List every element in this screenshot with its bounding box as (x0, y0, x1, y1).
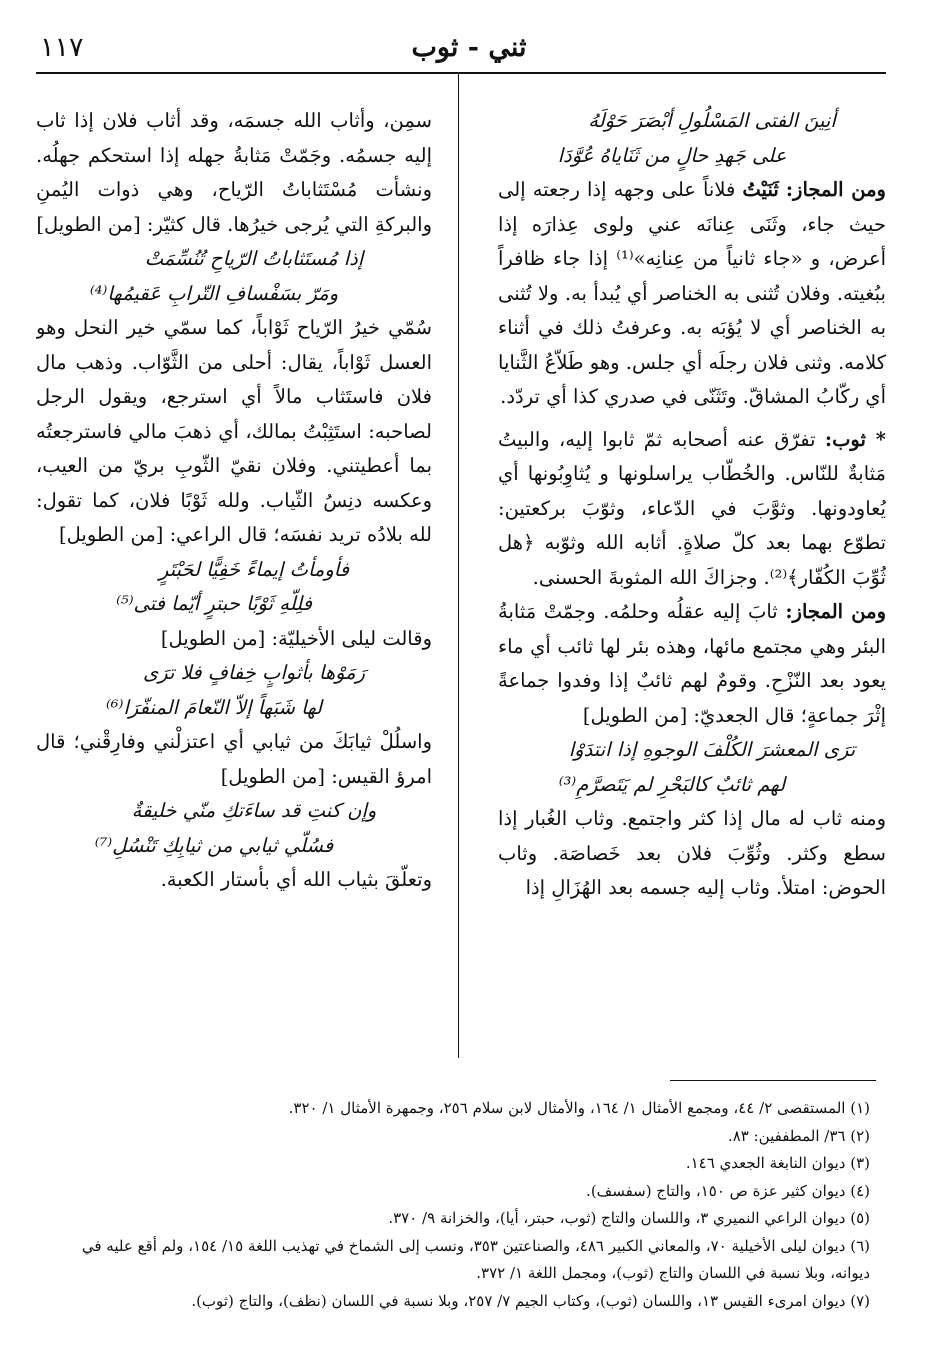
headword: ثَنَيْتُ (742, 178, 779, 201)
paragraph-text: سمِن، وأثاب الله جسمَه، وقد أثاب فلان إذا ثاب إليه جسمُه. وجَمّتْ مَثابةُ جهله إذا استحكم جهلُه. ونشأت مُسْتَثاباتُ الرّياح، وهي ذوات اليُمنِ والبركةِ التي يُرجى خيرُها. قال كثيّر: [من الطويل] (36, 109, 432, 236)
verse-line: لها شَبَهاً إلاّ النّعامَ المنفّرَا⁽⁶⁾ (106, 695, 322, 719)
footnote: (٢) ٣٦/ المطففين: ٨٣. (727, 1126, 870, 1145)
footnote: (١) المستقصى ٢/ ٤٤، ومجمع الأمثال ١/ ١٦٤، والأمثال لابن سلام ٢٥٦، وجمهرة الأمثال ١/ ٣٢٠. (288, 1099, 870, 1117)
column-divider (458, 72, 459, 1058)
verse-line: فسُلّي ثيابي من ثيابِكِ تَنْسُلِ⁽⁷⁾ (94, 833, 334, 857)
paragraph (498, 423, 886, 596)
footnote-rule (670, 1080, 876, 1081)
verse-line: ومَرّ بسَفْسافِ التّرابِ عَقيمُها⁽⁴⁾ (89, 281, 339, 305)
paragraph-text: وقالت ليلى الأخيليّة: [من الطويل] (160, 626, 432, 650)
left-column (36, 104, 432, 1054)
paragraph-text: سُمّي خيرُ الرّياح ثَوْاباً، كما سمّي خير النحل وهو العسل ثَوْاباً، يقال: أحلى من الثَّوّاب. وذهب مال فلان فاستَثاب مالاً أي استرجع، ويقول الرجل لصاحبه: استَثِبْتُ بمالك، أي ذهبَ مالي فاسترجعتُه بما أعطيتني. وفلان نقيّ الثّوبِ بريّ من العيب، وعكسه دنِسُ الثّياب. ولله ثَوْبًا فلان، كما تقول: لله بلادُه تريد نفسَه؛ قال الراعي: [من الطويل] (36, 316, 432, 546)
footnote: (٣) ديوان النابغة الجعدي ١٤٦. (685, 1154, 870, 1172)
paragraph-text: ثابَ إليه عقلُه وحلمُه. وجمّتْ مَثابةُ البئر وهي مجتمع مائها، وهذه بئر لها ثائب أي ماء يعود بعد النّزْحِ. وقومٌ لهم ثائبٌ إذا وفدوا جماعةً إثْرَ جماعةٍ؛ قال الجعديّ: [من الطويل] (498, 600, 886, 727)
verse-line: فلِلّهِ ثَوْبًا حبترٍ أيّما فتى⁽⁵⁾ (116, 592, 312, 615)
paragraph-text: وتعلّقَ بثياب الله أي بأستار الكعبة. (160, 868, 432, 891)
paragraph-text: فلاناً على وجهه إذا رجعته إلى حيث جاء، وثَنَى عِنانَه عني ولوى عِذارَه إذا أعرض، و «جاء ثانياً من عِنانِه»⁽¹⁾ إذا جاء ظافراً ببُغيته. وفلان تُثنى به الخناصر أي يُبدأ به. ولا تُثنى به الخناصر أي لا يُؤبَه به. وعرفتُ ذلك في أثناء كلامه. وثنى فلان رجلَه أي جلس. وهو طَلاّعُ الثَّنايا أي ركّابُ المشاقّ. وتَثَنّى في صدري كذا أي تردّد. (498, 178, 886, 408)
entry-headword: * ثوب: (824, 427, 886, 451)
verse-line: لهم ثائبٌ كالبَحْرِ لم يَتَصرَّمِ⁽³⁾ (558, 772, 786, 796)
verse-line: إذا مُستَثاباتُ الرّياحِ تُنُسِّمَتْ (144, 247, 364, 270)
page-number: ١١٧ (40, 32, 84, 63)
footnote: (٤) ديوان كثير عزة ص ١٥٠، والتاج (سفسف). (586, 1181, 870, 1200)
section-lead: ومن المجاز: (785, 178, 886, 201)
footnotes (40, 1095, 870, 1315)
paragraph-text: ومنه ثاب له مال إذا كثر واجتمع. وثاب الغُبار إذا سطع وكثر. وثُوِّبَ فلان بعد خَصاصَة. وثاب الحوض: امتلأ. وثاب إليه جسمه بعد الهُزَالِ إذا (498, 807, 886, 899)
page-title: ثني - ثوب (411, 32, 527, 63)
section-lead: ومن المجاز: (785, 600, 886, 623)
paragraph-text: تفرّق عنه أصحابه ثمّ ثابوا إليه، والبيتُ مَثابةٌ للنّاس. والخُطّاب يراسلونها و يُثاوِبُونها أي يُعاودونها. وثوَّبَ في الدّعاء، وثوّبَ بركعتين: تطوّع بهما بعد كلّ صلاةٍ. أثابه الله وثوّبه ﴿هل ثُوِّبَ الكُفّار﴾⁽²⁾. وجزاكَ الله المثوبةَ الحسنى. (498, 427, 886, 589)
right-column (498, 104, 886, 1054)
header-rule (36, 72, 886, 74)
footnote: (٥) ديوان الراعي النميري ٣، واللسان والتاج (ثوب، حبتر، أيا)، والخزانة ٩/ ٣٧٠. (388, 1209, 870, 1227)
paragraph-text: واسلُلْ ثيابَكَ من ثيابي أي اعتزلْني وفارِقْني؛ قال امرؤ القيس: [من الطويل] (36, 730, 432, 788)
footnote: (٦) ديوان ليلى الأخيلية ٧٠، والمعاني الكبير ٤٨٦، والصناعتين ٣٥٣، ونسب إلى الشماخ في تهذيب اللغة ١٥/ ١٥٤، ولم أقع عليه في ديوانه، وبلا نسبة في اللسان والتاج (ثوب)، ومجمل اللغة ١/ ٣٧٢. (81, 1236, 870, 1282)
verse-line: أنِينَ الفتى المَسْلُولِ أبْصَرَ حَوْلَهُ (588, 109, 836, 132)
paragraph (498, 595, 886, 733)
paragraph (498, 173, 886, 415)
footnote: (٧) ديوان امرىء القيس ١٣، واللسان (ثوب)، وكتاب الجيم ٧/ ٢٥٧، وبلا نسبة في اللسان (نظف)، والتاج (ثوب). (191, 1291, 870, 1310)
verse-line: ترَى المعشرَ الكُلْفَ الوجوهِ إذا انتدَوْا (568, 738, 856, 761)
verse-line: على جَهدِ حالٍ من ثَنَاياهُ عُوَّدَا (557, 143, 787, 167)
verse-line: وإن كنتِ قد ساءَتكِ منّي خليقةٌ (131, 799, 377, 822)
verse-line: فأومأتُ إيماءً خَفِيًّا لحَبْتَرٍ (158, 557, 350, 581)
verse-line: رَمَوْها بأثوابٍ خِفافٍ فلا ترَى (142, 661, 366, 684)
